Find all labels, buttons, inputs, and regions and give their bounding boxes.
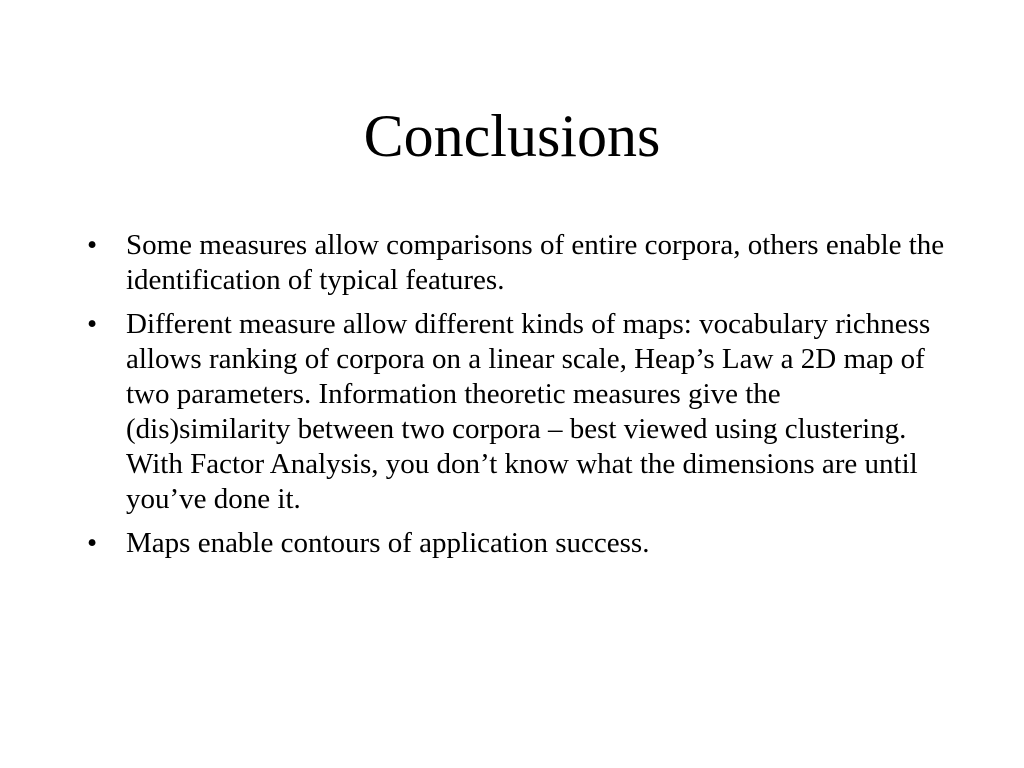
bullet-text: Some measures allow comparisons of entire corpora, others enable the identification of typical features. [126,229,945,296]
bullet-text: Maps enable contours of application success. [126,527,650,559]
bullet-marker: • [87,308,98,340]
slide-title: Conclusions [363,103,661,169]
bullet-marker: • [87,229,98,261]
bullet-list [87,228,947,570]
bullet-item [87,228,947,298]
bullet-marker: • [87,527,98,559]
bullet-item [87,307,947,517]
bullet-text: Different measure allow different kinds of maps: vocabulary richness allows ranking of corpora on a linear scale, Heap’s Law a 2D map of two parameters. Information theoretic measures give the (dis)similarity between two corpora – best viewed using clustering. With Factor Analysis, you don’t know what the dimensions are until you’ve done it. [126,308,931,515]
bullet-item [87,526,947,561]
